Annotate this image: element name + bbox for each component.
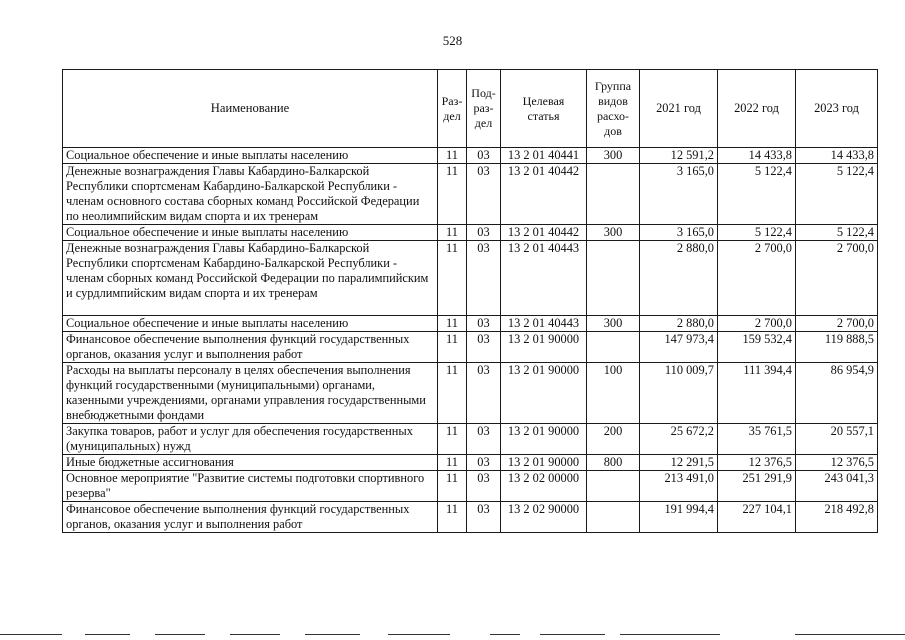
cell-group: [587, 471, 640, 502]
cell-podrazdel: 03: [467, 164, 501, 225]
cell-group: 200: [587, 424, 640, 455]
footer-line: [620, 634, 720, 635]
cell-2021: 12 291,5: [640, 455, 718, 471]
footer-line: [490, 634, 520, 635]
cell-podrazdel: 03: [467, 363, 501, 424]
cell-group: [587, 502, 640, 533]
cell-target: 13 2 01 40443: [501, 316, 587, 332]
cell-2021: 3 165,0: [640, 164, 718, 225]
cell-target: 13 2 01 90000: [501, 363, 587, 424]
cell-2023: 2 700,0: [796, 241, 878, 316]
footer-line: [85, 634, 130, 635]
cell-group: 300: [587, 316, 640, 332]
cell-razdel: 11: [438, 455, 467, 471]
cell-2022: 14 433,8: [718, 148, 796, 164]
cell-2021: 3 165,0: [640, 225, 718, 241]
footer-line: [230, 634, 280, 635]
cell-target: 13 2 01 90000: [501, 332, 587, 363]
cell-podrazdel: 03: [467, 502, 501, 533]
header-podrazdel: [467, 70, 501, 148]
footer-line: [0, 634, 62, 635]
cell-target: 13 2 01 90000: [501, 455, 587, 471]
cell-2021: 213 491,0: [640, 471, 718, 502]
budget-table: [62, 69, 878, 533]
cell-target: 13 2 01 40442: [501, 164, 587, 225]
cell-group: 800: [587, 455, 640, 471]
table-row: [63, 316, 878, 332]
cell-name: Социальное обеспечение и иные выплаты населению: [63, 225, 438, 241]
footer-rule: [0, 626, 905, 640]
cell-2022: 111 394,4: [718, 363, 796, 424]
header-2023: 2023 год: [796, 70, 878, 148]
cell-2021: 25 672,2: [640, 424, 718, 455]
cell-podrazdel: 03: [467, 332, 501, 363]
table-row: [63, 471, 878, 502]
cell-2023: 14 433,8: [796, 148, 878, 164]
cell-name: Социальное обеспечение и иные выплаты населению: [63, 316, 438, 332]
header-target-text: Целевая статья: [522, 93, 565, 123]
cell-2023: 5 122,4: [796, 225, 878, 241]
cell-2023: 20 557,1: [796, 424, 878, 455]
cell-target: 13 2 01 90000: [501, 424, 587, 455]
cell-target: 13 2 02 00000: [501, 471, 587, 502]
table-row: [63, 363, 878, 424]
cell-name: Иные бюджетные ассигнования: [63, 455, 438, 471]
cell-2022: 12 376,5: [718, 455, 796, 471]
cell-group: 300: [587, 225, 640, 241]
cell-name: Денежные вознаграждения Главы Кабардино-Балкарской Республики спортсменам Кабардино-Балкарской Республики - членам сборных команд Российской Федерации по паралимпийским и сурдлимпийским видам спорта и их тренерам: [63, 241, 438, 316]
cell-name: Социальное обеспечение и иные выплаты населению: [63, 148, 438, 164]
header-group: [587, 70, 640, 148]
cell-razdel: 11: [438, 316, 467, 332]
cell-2021: 110 009,7: [640, 363, 718, 424]
page-number: 528: [442, 33, 463, 48]
footer-line: [540, 634, 605, 635]
cell-2023: 218 492,8: [796, 502, 878, 533]
cell-podrazdel: 03: [467, 225, 501, 241]
cell-name: Денежные вознаграждения Главы Кабардино-Балкарской Республики спортсменам Кабардино-Балкарской Республики - членам основного состава сборных команд Российской Федерации по неолимпийским видам спорта и их тренерам: [63, 164, 438, 225]
table-body: [63, 148, 878, 533]
table-row: [63, 424, 878, 455]
footer-line: [795, 634, 905, 635]
header-group-text: Группа видов расхо- дов: [594, 78, 632, 138]
header-2022: 2022 год: [718, 70, 796, 148]
cell-razdel: 11: [438, 148, 467, 164]
cell-razdel: 11: [438, 241, 467, 316]
cell-group: [587, 241, 640, 316]
cell-podrazdel: 03: [467, 424, 501, 455]
cell-2021: 12 591,2: [640, 148, 718, 164]
cell-name: Закупка товаров, работ и услуг для обеспечения государственных (муниципальных) нужд: [63, 424, 438, 455]
cell-razdel: 11: [438, 225, 467, 241]
table-row: [63, 164, 878, 225]
cell-razdel: 11: [438, 502, 467, 533]
footer-line: [305, 634, 360, 635]
cell-podrazdel: 03: [467, 241, 501, 316]
table-row: [63, 455, 878, 471]
cell-2022: 227 104,1: [718, 502, 796, 533]
cell-name: Расходы на выплаты персоналу в целях обеспечения выполнения функций государственными (муниципальными) органами, казенными учреждениями, органами управления государственными внебюджетными фондами: [63, 363, 438, 424]
cell-2022: 35 761,5: [718, 424, 796, 455]
cell-2023: 243 041,3: [796, 471, 878, 502]
cell-target: 13 2 01 40441: [501, 148, 587, 164]
cell-name: Финансовое обеспечение выполнения функций государственных органов, оказания услуг и выполнения работ: [63, 332, 438, 363]
cell-2023: 5 122,4: [796, 164, 878, 225]
cell-name: Основное мероприятие "Развитие системы подготовки спортивного резерва": [63, 471, 438, 502]
cell-podrazdel: 03: [467, 316, 501, 332]
header-2021: 2021 год: [640, 70, 718, 148]
footer-line: [155, 634, 205, 635]
cell-2022: 2 700,0: [718, 316, 796, 332]
header-name: Наименование: [63, 70, 438, 148]
cell-2021: 2 880,0: [640, 316, 718, 332]
header-podrazdel-text: Под- раз- дел: [471, 86, 496, 130]
cell-podrazdel: 03: [467, 148, 501, 164]
cell-name: Финансовое обеспечение выполнения функций государственных органов, оказания услуг и выполнения работ: [63, 502, 438, 533]
table-row: [63, 502, 878, 533]
table-row: [63, 241, 878, 316]
cell-razdel: 11: [438, 471, 467, 502]
cell-2022: 159 532,4: [718, 332, 796, 363]
cell-target: 13 2 02 90000: [501, 502, 587, 533]
cell-2021: 2 880,0: [640, 241, 718, 316]
cell-2023: 12 376,5: [796, 455, 878, 471]
cell-2022: 251 291,9: [718, 471, 796, 502]
cell-group: 100: [587, 363, 640, 424]
cell-target: 13 2 01 40442: [501, 225, 587, 241]
cell-razdel: 11: [438, 164, 467, 225]
table-row: [63, 225, 878, 241]
cell-razdel: 11: [438, 363, 467, 424]
header-target: [501, 70, 587, 148]
cell-2022: 2 700,0: [718, 241, 796, 316]
table-row: [63, 332, 878, 363]
cell-2021: 191 994,4: [640, 502, 718, 533]
cell-podrazdel: 03: [467, 455, 501, 471]
cell-2023: 2 700,0: [796, 316, 878, 332]
header-razdel-text: Раз- дел: [441, 93, 463, 123]
cell-2022: 5 122,4: [718, 164, 796, 225]
cell-target: 13 2 01 40443: [501, 241, 587, 316]
cell-podrazdel: 03: [467, 471, 501, 502]
cell-2023: 86 954,9: [796, 363, 878, 424]
cell-razdel: 11: [438, 332, 467, 363]
cell-2023: 119 888,5: [796, 332, 878, 363]
table-header: [63, 70, 878, 148]
cell-group: [587, 332, 640, 363]
cell-2022: 5 122,4: [718, 225, 796, 241]
header-razdel: [438, 70, 467, 148]
cell-group: 300: [587, 148, 640, 164]
cell-group: [587, 164, 640, 225]
footer-line: [388, 634, 450, 635]
cell-razdel: 11: [438, 424, 467, 455]
table-row: [63, 148, 878, 164]
cell-2021: 147 973,4: [640, 332, 718, 363]
